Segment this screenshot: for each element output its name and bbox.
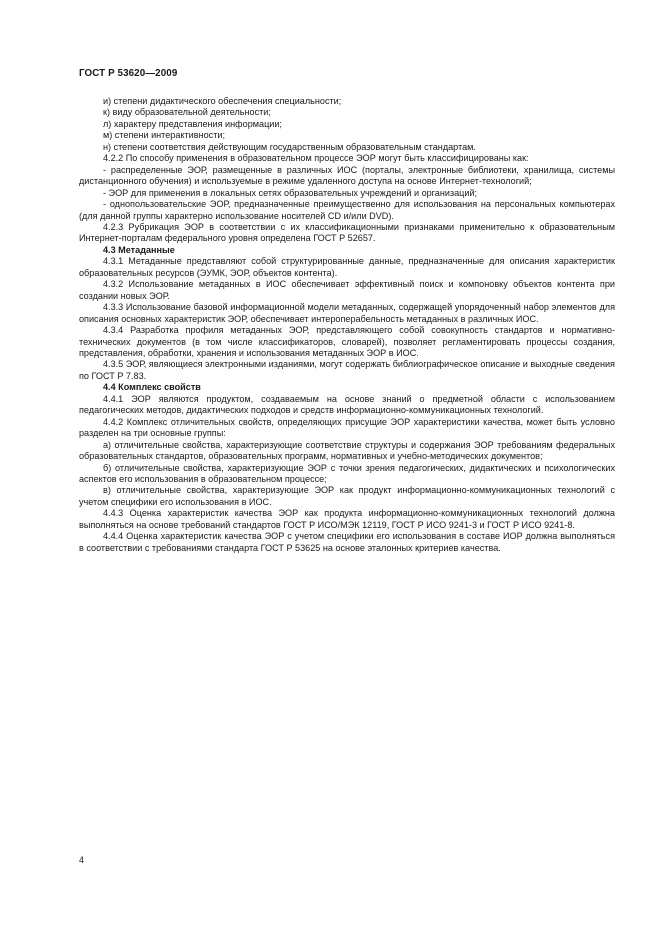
paragraph-group-b: б) отличительные свойства, характеризующие ЭОР с точки зрения педагогических, дидактических и психологических аспектов его использования в образовательном процессе; [79, 462, 615, 484]
paragraph-bullet: - однопользовательские ЭОР, предназначенные преимущественно для использования на персональных компьютерах (для данной группы характерно использование носителей CD и/или DVD). [79, 199, 615, 221]
list-item: м) степени интерактивности; [103, 130, 225, 141]
section-heading-4-4: 4.4 Комплекс свойств [103, 382, 201, 393]
paragraph-4-4-1: 4.4.1 ЭОР являются продуктом, создаваемым на основе знаний о предметной области с использованием педагогических методов, дидактических подходов и средств информационно-коммуникационных технологий. [79, 393, 615, 416]
paragraph-4-4-2: 4.4.2 Комплекс отличительных свойств, определяющих присущие ЭОР характеристики качества, может быть условно разделен на три основные группы: [79, 416, 615, 439]
paragraph-4-3-3: 4.3.3 Использование базовой информационной модели метаданных, содержащей упорядоченный набор элементов для описания основных характеристик ЭОР, обеспечивает интероперабельность метаданных в различных ИОС. [79, 302, 615, 324]
paragraph-4-4-3: 4.4.3 Оценка характеристик качества ЭОР как продукта информационно-коммуникационных технологий должна выполняться на основе требований стандартов ГОСТ Р ИСО/МЭК 12119, ГОСТ Р ИСО 9241-3 и ГОСТ Р ИСО 9241-8. [79, 508, 615, 530]
list-item: к) виду образовательной деятельности; [103, 107, 271, 118]
list-item: и) степени дидактического обеспечения специальности; [103, 96, 342, 106]
paragraph-4-2-3: 4.2.3 Рубрикация ЭОР в соответствии с их классификационными признаками применительно к образовательным Интернет-порталам федерального уровня определена ГОСТ Р 52657. [79, 221, 615, 244]
paragraph-group-a: а) отличительные свойства, характеризующие соответствие структуры и содержания ЭОР требованиям федеральных образовательных стандартов, образовательных программ, нормативных и учебно-методических документов; [79, 439, 615, 462]
paragraph-group-v: в) отличительные свойства, характеризующие ЭОР как продукт информационно-коммуникационных технологий с учетом специфики его использования в ИОС. [79, 485, 615, 507]
section-heading-4-3: 4.3 Метаданные [103, 244, 175, 255]
paragraph-bullet: - ЭОР для применения в локальных сетях образовательных учреждений и организаций; [103, 187, 478, 198]
paragraph-4-2-2: 4.2.2 По способу применения в образовательном процессе ЭОР могут быть классифицированы как: [103, 153, 529, 164]
document-header: ГОСТ Р 53620—2009 [79, 68, 178, 79]
page-number: 4 [79, 855, 85, 865]
paragraph-bullet: - распределенные ЭОР, размещенные в различных ИОС (порталы, электронные библиотеки, хранилища, системы дистанционного обучения) и используемые в режиме удаленного доступа на основе Интернет-технологий; [79, 164, 615, 187]
paragraph-4-3-4: 4.3.4 Разработка профиля метаданных ЭОР, представляющего собой совокупность стандартов и нормативно-технических документов (в том числе классификаторов, словарей), позволяет регламентировать процессы создания, представления, обработки, хранения и использования метаданных ЭОР в ИОС. [79, 325, 615, 358]
paragraph-4-3-5: 4.3.5 ЭОР, являющиеся электронными изданиями, могут содержать библиографическое описание и выходные сведения по ГОСТ Р 7.83. [79, 359, 615, 381]
list-item: н) степени соответствия действующим государственным образовательным стандартам. [103, 141, 476, 152]
paragraph-4-4-4: 4.4.4 Оценка характеристик качества ЭОР с учетом специфики его использования в составе ИОР должна выполняться в соответствии с требованиями стандарта ГОСТ Р 53625 на основе эталонных критериев качества. [79, 531, 615, 553]
paragraph-4-3-1: 4.3.1 Метаданные представляют собой структурированные данные, предназначенные для описания характеристик образовательных ресурсов (ЭУМК, ЭОР, объектов контента). [79, 256, 615, 278]
list-item: л) характеру представления информации; [103, 118, 282, 129]
paragraph-4-3-2: 4.3.2 Использование метаданных в ИОС обеспечивает эффективный поиск и компоновку объектов контента при создании новых ЭОР. [79, 279, 615, 301]
document-body [79, 96, 615, 554]
